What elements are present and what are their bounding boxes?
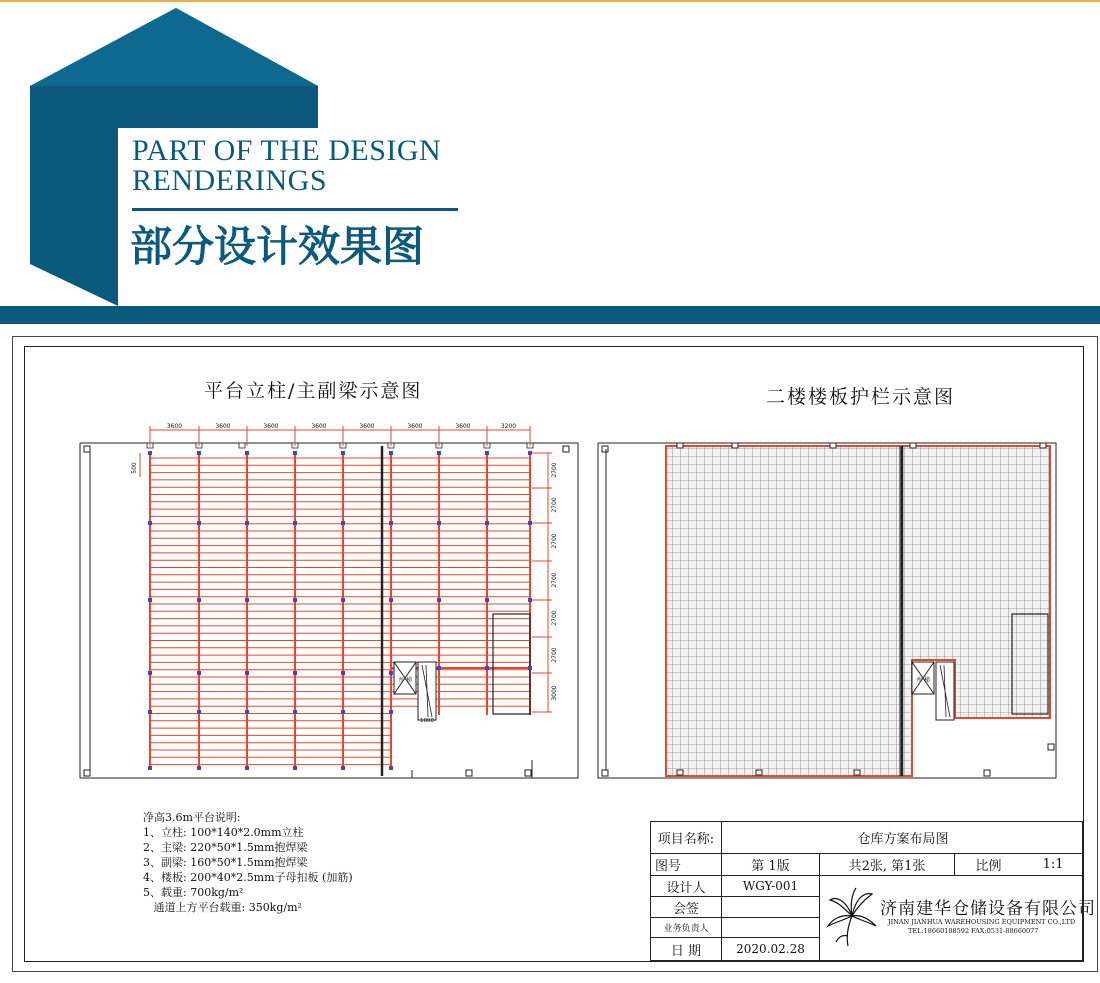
right-dim-label: 2700 xyxy=(551,572,558,588)
business-manager-value xyxy=(722,918,820,938)
drawing-no-label: 图号 xyxy=(651,854,722,876)
right-drawing-title: 二楼楼板护栏示意图 xyxy=(766,386,956,408)
company-english xyxy=(888,918,1075,936)
business-manager-label: 业务负责人 xyxy=(651,918,722,938)
top-dim-label: 3600 xyxy=(359,423,375,430)
platform-notes xyxy=(143,810,353,915)
left-stair-label: 井 梯 xyxy=(398,677,412,684)
scale-label: 比例 xyxy=(975,859,1002,874)
chinese-title: 部分设计效果图 xyxy=(130,222,425,271)
designer-value: WGY-001 xyxy=(722,876,820,897)
top-dim-label: 3600 xyxy=(166,423,183,430)
top-dim-label: 3600 xyxy=(455,423,471,430)
english-title-line2: RENDERINGS xyxy=(132,164,328,197)
top-dim-label: 3600 xyxy=(215,423,231,430)
sign-value xyxy=(722,897,820,918)
left-dim-label: 500 xyxy=(131,462,138,474)
top-dim-label: 3600 xyxy=(407,423,423,430)
right-dim-label: 2700 xyxy=(551,533,558,549)
notes-item: 2、主梁: 220*50*1.5mm抱焊梁 xyxy=(143,841,308,854)
project-name-value: 仓库方案布局图 xyxy=(722,822,1084,854)
version-value: 第 1版 xyxy=(722,854,820,876)
sign-label: 会签 xyxy=(651,897,722,918)
english-title-line1: PART OF THE DESIGN xyxy=(132,134,442,167)
top-dim-label: 3600 xyxy=(263,423,279,430)
company-contact: TEL:18660188592 FAX:0531-88660077 xyxy=(908,927,1039,935)
right-stair-label: 井 梯 xyxy=(916,677,930,684)
right-dim-label: 2700 xyxy=(551,462,558,478)
scale-cell xyxy=(955,854,1084,876)
stair-dim-label: 1000 xyxy=(420,718,434,724)
notes-item: 3、副梁: 160*50*1.5mm抱焊梁 xyxy=(143,856,308,869)
top-dim-label: 3600 xyxy=(311,423,327,430)
right-dim-label: 2700 xyxy=(551,610,558,626)
notes-item: 4、楼板: 200*40*2.5mm子母扣板 (加筋) xyxy=(143,871,353,884)
right-dim-label: 2700 xyxy=(551,647,558,663)
notes-item: 通道上方平台载重: 350kg/m² xyxy=(143,901,302,914)
notes-item: 1、立柱: 100*140*2.0mm立柱 xyxy=(143,826,304,839)
company-logo xyxy=(826,886,878,948)
notes-heading: 净高3.6m平台说明: xyxy=(143,811,241,824)
date-value: 2020.02.28 xyxy=(722,938,820,960)
top-dim-label: 3200 xyxy=(500,423,517,430)
project-name-label: 项目名称: xyxy=(651,822,722,854)
right-dim-label: 3000 xyxy=(551,685,558,701)
company-english-name: JINAN JIANHUA WAREHOUSING EQUIPMENT CO.,LTD xyxy=(888,918,1076,926)
company-name: 济南建华仓储设备有限公司 xyxy=(880,899,1096,919)
sheet-count: 共2张, 第1张 xyxy=(820,854,955,876)
left-drawing-title: 平台立柱/主副梁示意图 xyxy=(204,380,423,402)
right-stair-box xyxy=(912,662,954,720)
notes-item: 5、载重: 700kg/m² xyxy=(143,886,244,899)
date-label: 日 期 xyxy=(651,938,722,960)
scale-value: 1:1 xyxy=(1042,857,1064,872)
designer-label: 设计人 xyxy=(651,876,722,897)
right-dim-label: 2700 xyxy=(551,497,558,513)
